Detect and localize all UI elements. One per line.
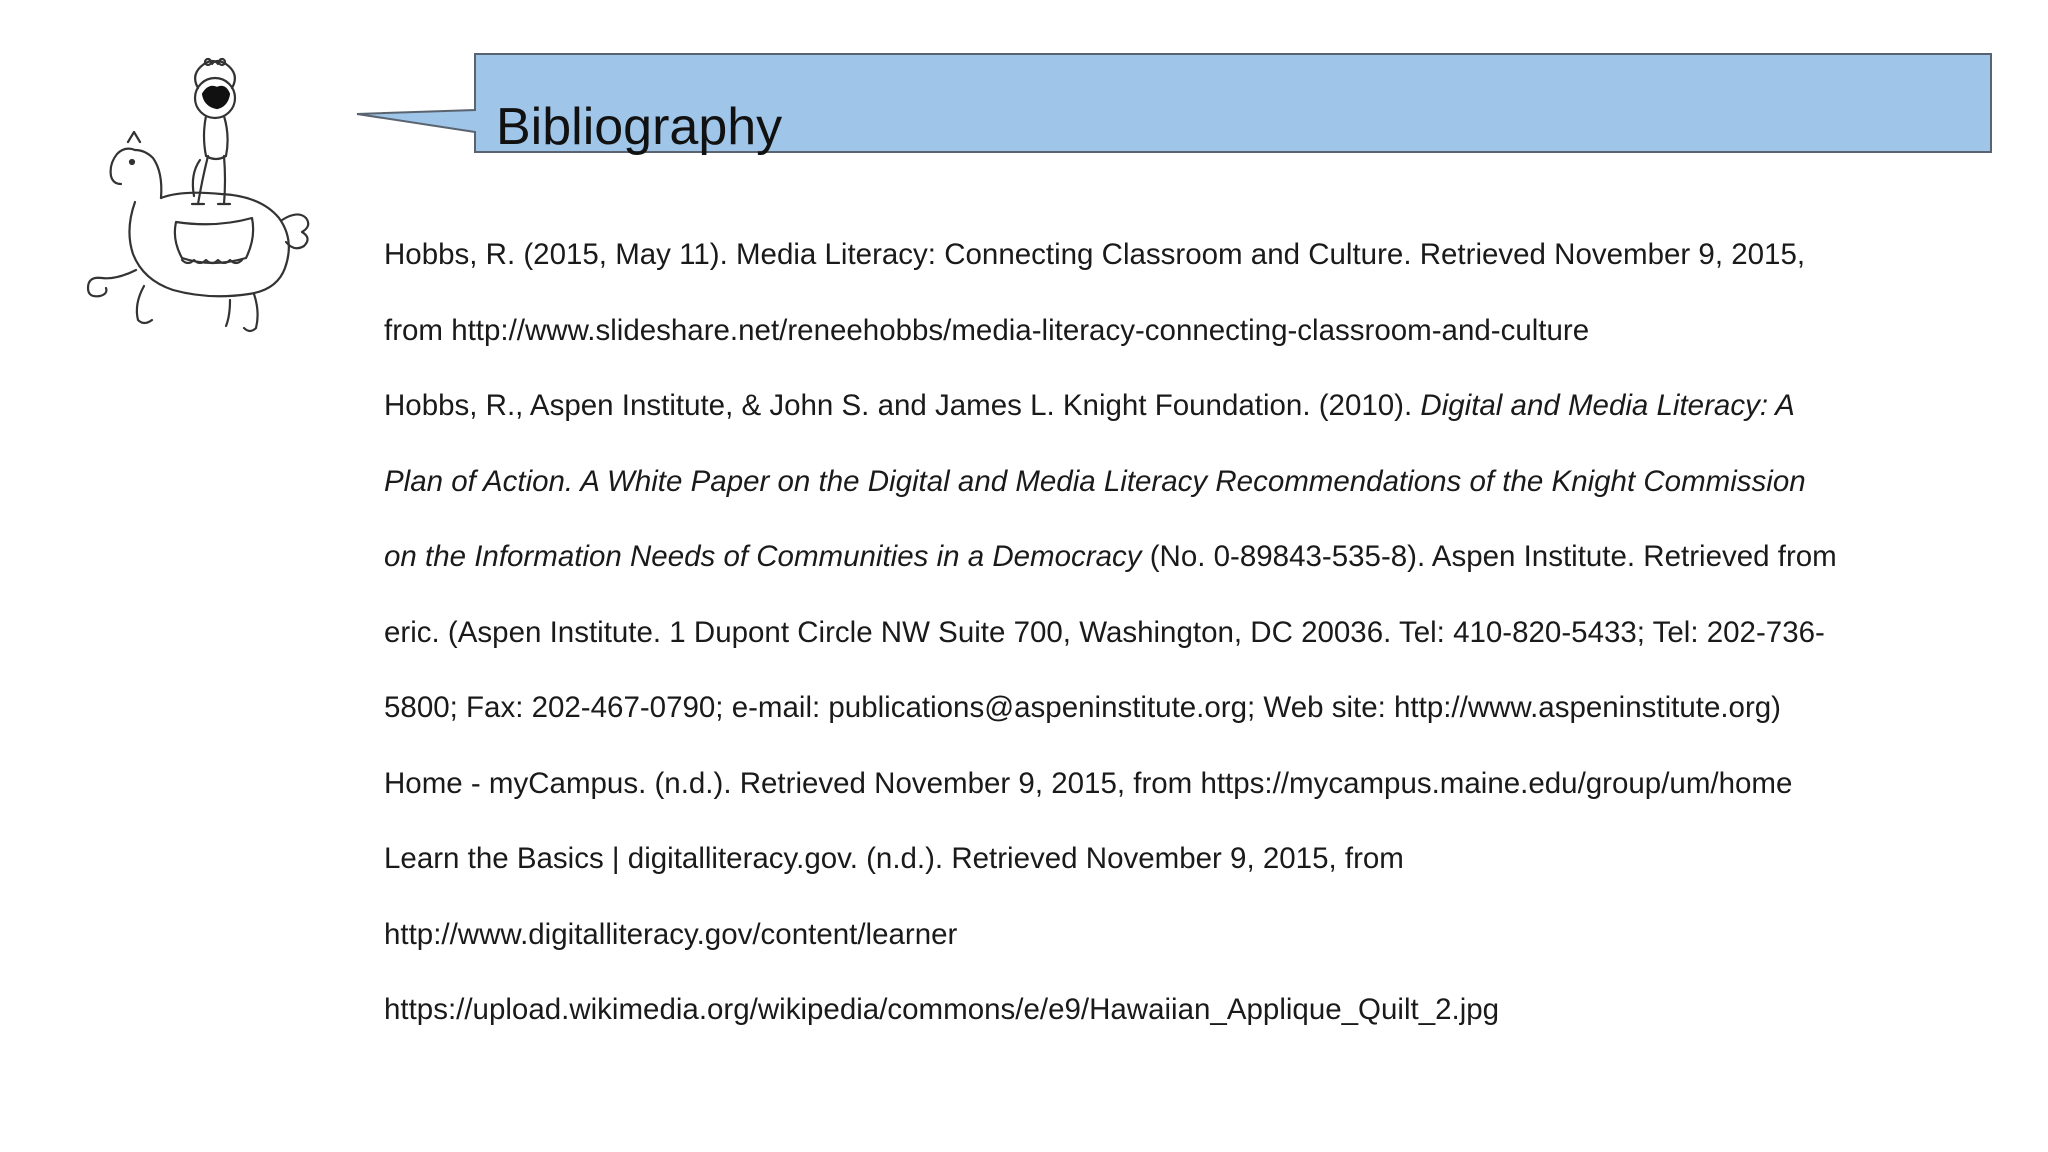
bib-title-italic: on the Information Needs of Communities in a Democracy <box>384 540 1142 573</box>
bib-text: Hobbs, R., Aspen Institute, & John S. and James L. Knight Foundation. (2010). <box>384 389 1421 422</box>
bib-line: Learn the Basics | digitalliteracy.gov. (n.d.). Retrieved November 9, 2015, from <box>384 842 1404 875</box>
bib-line <box>384 381 1984 457</box>
bib-line: http://www.digitalliteracy.gov/content/learner <box>384 917 958 951</box>
bib-line: Home - myCampus. (n.d.). Retrieved November 9, 2015, from https://mycampus.maine.edu/group/um/home <box>384 766 1793 800</box>
bib-line: 5800; Fax: 202-467-0790; e-mail: publications@aspeninstitute.org; Web site: http://www.aspeninstitute.org) <box>384 691 1782 724</box>
bib-line: eric. (Aspen Institute. 1 Dupont Circle NW Suite 700, Washington, DC 20036. Tel: 410-820-5433; Tel: 202-736- <box>384 615 1825 649</box>
page-title: Bibliography <box>496 98 783 156</box>
bib-line <box>384 532 1984 608</box>
bib-line: Plan of Action. A White Paper on the Digital and Media Literacy Recommendations of the Knight Commission <box>384 464 1806 498</box>
bibliography-list <box>384 230 1984 1061</box>
bib-line: https://upload.wikimedia.org/wikipedia/commons/e/e9/Hawaiian_Applique_Quilt_2.jpg <box>384 993 1500 1026</box>
bib-text: (No. 0-89843-535-8). Aspen Institute. Retrieved from <box>1141 540 1837 573</box>
woman-on-horse-drawing-icon <box>40 50 320 350</box>
bib-title-italic: Digital and Media Literacy: A <box>1420 389 1795 422</box>
bib-line: from http://www.slideshare.net/reneehobbs/media-literacy-connecting-classroom-and-culture <box>384 313 1590 347</box>
bib-line: Hobbs, R. (2015, May 11). Media Literacy: Connecting Classroom and Culture. Retrieved November 9, 2015, <box>384 238 1806 271</box>
